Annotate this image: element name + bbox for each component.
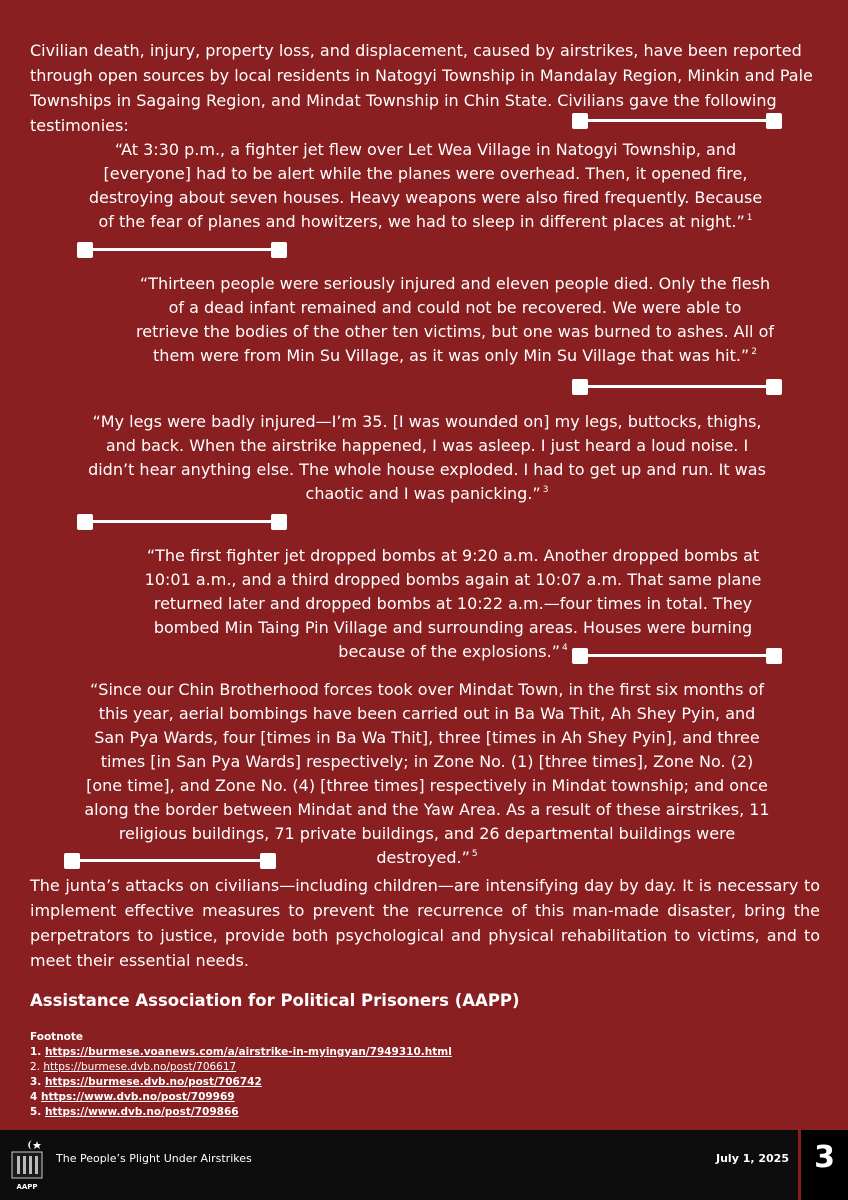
quote-divider	[77, 242, 287, 258]
footnote-ref: 4	[561, 643, 568, 653]
footnote-ref: 1	[746, 213, 753, 223]
footnotes-title: Footnote	[30, 1031, 84, 1043]
quote-text: “The first fighter jet dropped bombs at 9:20 a.m. Another dropped bombs at 10:01 a.m., and a third dropped bombs again at 10:07 a.m. That same plane returned later and dropped bombs at 10:22 a.m.—four times in total. They bombed Min Taing Pin Village and surrounding areas. Houses were burning because of the explosions.”	[144, 546, 762, 661]
quote-divider	[572, 113, 782, 129]
footer-date: July 1, 2025	[716, 1152, 789, 1165]
footnote-item	[30, 1075, 452, 1090]
testimony-quote-1	[88, 138, 763, 234]
quote-text: “Since our Chin Brotherhood forces took over Mindat Town, in the first six months of this year, aerial bombings have been carried out in Ba Wa Thit, Ah Shey Pyin, and San Pya Wards, four [times in Ba Wa Thit], three [times in Ah Shey Pyin], and three times [in San Pya Wards] respectively; in Zone No. (1) [three times], Zone No. (2) [one time], and Zone No. (4) [three times] respectively in Mindat township; and once along the border between Mindat and the Yaw Area. As a result of these airstrikes, 11 religious buildings, 71 private buildings, and 26 departmental buildings were destroyed.”	[84, 680, 770, 867]
footnote-number: 4	[30, 1091, 38, 1103]
footnote-ref: 2	[751, 347, 757, 357]
footnote-item	[30, 1060, 452, 1075]
testimony-quote-4	[128, 544, 778, 664]
page-footer	[0, 1130, 848, 1200]
footnote-number: 1.	[30, 1046, 42, 1058]
footnote-number: 5.	[30, 1106, 42, 1118]
testimony-quote-5	[82, 678, 772, 870]
footnote-ref: 5	[471, 849, 478, 859]
footnote-ref: 3	[542, 485, 549, 495]
footnote-link[interactable]: https://burmese.dvb.no/post/706617	[43, 1061, 237, 1073]
footnote-number: 3.	[30, 1076, 42, 1088]
footnote-link[interactable]: https://www.dvb.no/post/709969	[40, 1091, 235, 1103]
aapp-logo-icon	[10, 1138, 44, 1184]
testimony-quote-3	[82, 410, 772, 506]
intro-paragraph: Civilian death, injury, property loss, and displacement, caused by airstrikes, have been reported through open sources by local residents in Natogyi Township in Mandalay Region, Minkin and Pale Townships in Sagaing Region, and Mindat Township in Chin State. Civilians gave the following testimonies:	[30, 41, 813, 135]
quote-text: “My legs were badly injured—I’m 35. [I was wounded on] my legs, buttocks, thighs, and back. When the airstrike happened, I was asleep. I just heard a loud noise. I didn’t hear anything else. The whole house exploded. I had to get up and run. It was chaotic and I was panicking.”	[88, 412, 766, 503]
logo-text: AAPP	[16, 1183, 38, 1191]
footnotes	[30, 1030, 452, 1120]
page-number: 3	[814, 1140, 835, 1175]
quote-divider	[572, 648, 782, 664]
quote-divider	[572, 379, 782, 395]
organization-name: Assistance Association for Political Prisoners (AAPP)	[30, 991, 520, 1010]
footnote-item	[30, 1090, 452, 1105]
footnote-link[interactable]: https://burmese.dvb.no/post/706742	[44, 1076, 262, 1088]
page-number-box	[798, 1130, 848, 1200]
footnote-number: 2.	[30, 1061, 41, 1073]
footnote-item	[30, 1105, 452, 1120]
footnote-link[interactable]: https://www.dvb.no/post/709866	[44, 1106, 239, 1118]
quote-text: “Thirteen people were seriously injured and eleven people died. Only the flesh of a dead infant remained and could not be recovered. We were able to retrieve the bodies of the other ten victims, but one was burned to ashes. All of them were from Min Su Village, as it was only Min Su Village that was hit.”	[136, 274, 774, 365]
footer-title: The People’s Plight Under Airstrikes	[56, 1152, 252, 1165]
quote-divider	[77, 514, 287, 530]
quote-divider	[64, 853, 276, 869]
testimony-quote-2	[135, 272, 775, 368]
footnote-item	[30, 1045, 452, 1060]
footnote-link[interactable]: https://burmese.voanews.com/a/airstrike-in-myingyan/7949310.html	[44, 1046, 452, 1058]
quote-text: “At 3:30 p.m., a fighter jet flew over Let Wea Village in Natogyi Township, and [everyone] had to be alert while the planes were overhead. Then, it opened fire, destroying about seven houses. Heavy weapons were also fired frequently. Because of the fear of planes and howitzers, we had to sleep in different places at night.”	[88, 140, 763, 231]
closing-paragraph: The junta’s attacks on civilians—including children—are intensifying day by day. It is necessary to implement effective measures to prevent the recurrence of this man-made disaster, bring the perpetrators to justice, provide both psychological and physical rehabilitation to victims, and to meet their essential needs.	[30, 876, 820, 970]
